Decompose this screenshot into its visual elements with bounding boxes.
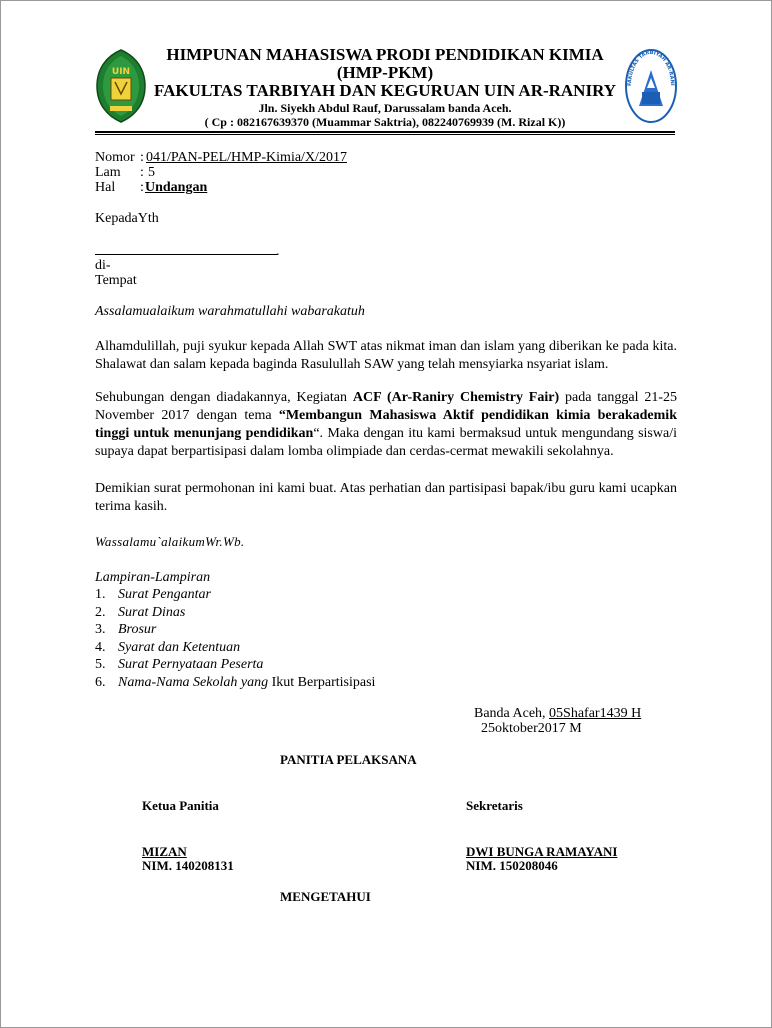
ketua-title: Ketua Panitia xyxy=(142,798,219,813)
sekretaris-title: Sekretaris xyxy=(466,798,523,813)
paragraph-1: Alhamdulillah, puji syukur kepada Allah SWT atas nikmat iman dan islam yang diberikan ke pada kita. Shalawat dan salam kepada baginda Rasulullah SAW yang telah mensyiarka nsyariat islam. xyxy=(95,339,677,372)
lampiran-list xyxy=(95,586,375,692)
p2-text-a: Sehubungan dengan diadakannya, Kegiatan xyxy=(95,390,353,405)
nomor-label: Nomor xyxy=(95,150,135,165)
list-item: 2. Surat Dinas xyxy=(95,604,186,620)
tempat-label: Tempat xyxy=(95,273,137,288)
ketua-name: MIZAN xyxy=(142,844,187,859)
svg-text:FAKULTAS TARBIYAH AR-RANIRY: FAKULTAS TARBIYAH AR-RANI xyxy=(626,49,676,87)
kop-rule-thick xyxy=(95,131,675,133)
kop-address: Jln. Siyekh Abdul Rauf, Darussalam banda Aceh. xyxy=(258,101,512,115)
lampiran-title: Lampiran-Lampiran xyxy=(95,570,211,585)
di-label: di- xyxy=(95,258,111,273)
paragraph-3: Demikian surat permohonan ini kami buat. Atas perhatian dan partisipasi bapak/ibu guru kami ucapkan terima kasih. xyxy=(95,481,677,514)
svg-text:UIN: UIN xyxy=(111,67,131,77)
list-item: 6. Nama-Nama Sekolah yang Ikut Berpartisipasi xyxy=(95,674,376,690)
hal-value: Undangan xyxy=(145,180,208,195)
nomor-value: 041/PAN-PEL/HMP-Kimia/X/2017 xyxy=(146,150,347,165)
p2-text-c: pada tanggal 21-25 November 2017 dengan tema xyxy=(95,390,677,423)
fakultas-tarbiyah-logo xyxy=(624,48,678,124)
panitia-pelaksana: PANITIA PELAKSANA xyxy=(280,752,417,767)
uin-ar-raniry-logo xyxy=(95,48,147,124)
paragraph-2 xyxy=(95,389,677,461)
sekretaris-nim: NIM. 150208046 xyxy=(466,858,558,873)
salam-penutup: Wassalamu`alaikumWr.Wb. xyxy=(95,534,245,549)
kepada-yth: KepadaYth xyxy=(95,211,159,226)
list-item: 3. Brosur xyxy=(95,622,157,638)
lam-value: 5 xyxy=(148,165,155,180)
date-hijri: Banda Aceh, 05Shafar1439 H xyxy=(474,706,642,721)
kop-line-3: FAKULTAS TARBIYAH DAN KEGURUAN UIN AR-RANIRY xyxy=(153,81,617,100)
nomor-sep: : xyxy=(140,150,144,165)
kop-contact: ( Cp : 082167639370 (Muammar Saktria), 082240769939 (M. Rizal K)) xyxy=(204,115,566,129)
date-masehi: 25oktober2017 M xyxy=(481,721,582,736)
salam-pembuka: Assalamualaikum warahmatullahi wabarakatuh xyxy=(95,304,365,319)
recipient-dot: . xyxy=(276,244,280,259)
p2-text-e: “. Maka dengan itu kami bermaksud untuk mengundang siswa/i supaya dapat berpartisipasi dalam lomba olimpiade dan cerdas-cermat mewakili sekolahnya. xyxy=(95,426,677,459)
kop-line-2: (HMP-PKM) xyxy=(336,63,434,82)
kop-rule-thin xyxy=(95,134,675,135)
list-item: 5. Surat Pernyataan Peserta xyxy=(95,657,264,673)
hal-label: Hal xyxy=(95,180,116,195)
list-item: 4. Syarat dan Ketentuan xyxy=(95,639,241,655)
hal-sep: : xyxy=(140,180,144,195)
p2-acf: ACF (Ar-Raniry Chemistry Fair) xyxy=(352,390,560,405)
kop-line-1: HIMPUNAN MAHASISWA PRODI PENDIDIKAN KIMIA xyxy=(166,45,604,64)
lam-sep: : xyxy=(140,165,144,180)
lam-label: Lam xyxy=(95,165,121,180)
p2-tema: “Membangun Mahasiswa Aktif pendidikan kimia berakademik tinggi untuk menunjang pendidikan xyxy=(95,408,677,441)
list-item: 1. Surat Pengantar xyxy=(95,587,211,602)
recipient-blank-line xyxy=(95,254,277,255)
sekretaris-name: DWI BUNGA RAMAYANI xyxy=(466,844,618,859)
ketua-nim: NIM. 140208131 xyxy=(142,858,234,873)
mengetahui: MENGETAHUI xyxy=(280,889,371,904)
